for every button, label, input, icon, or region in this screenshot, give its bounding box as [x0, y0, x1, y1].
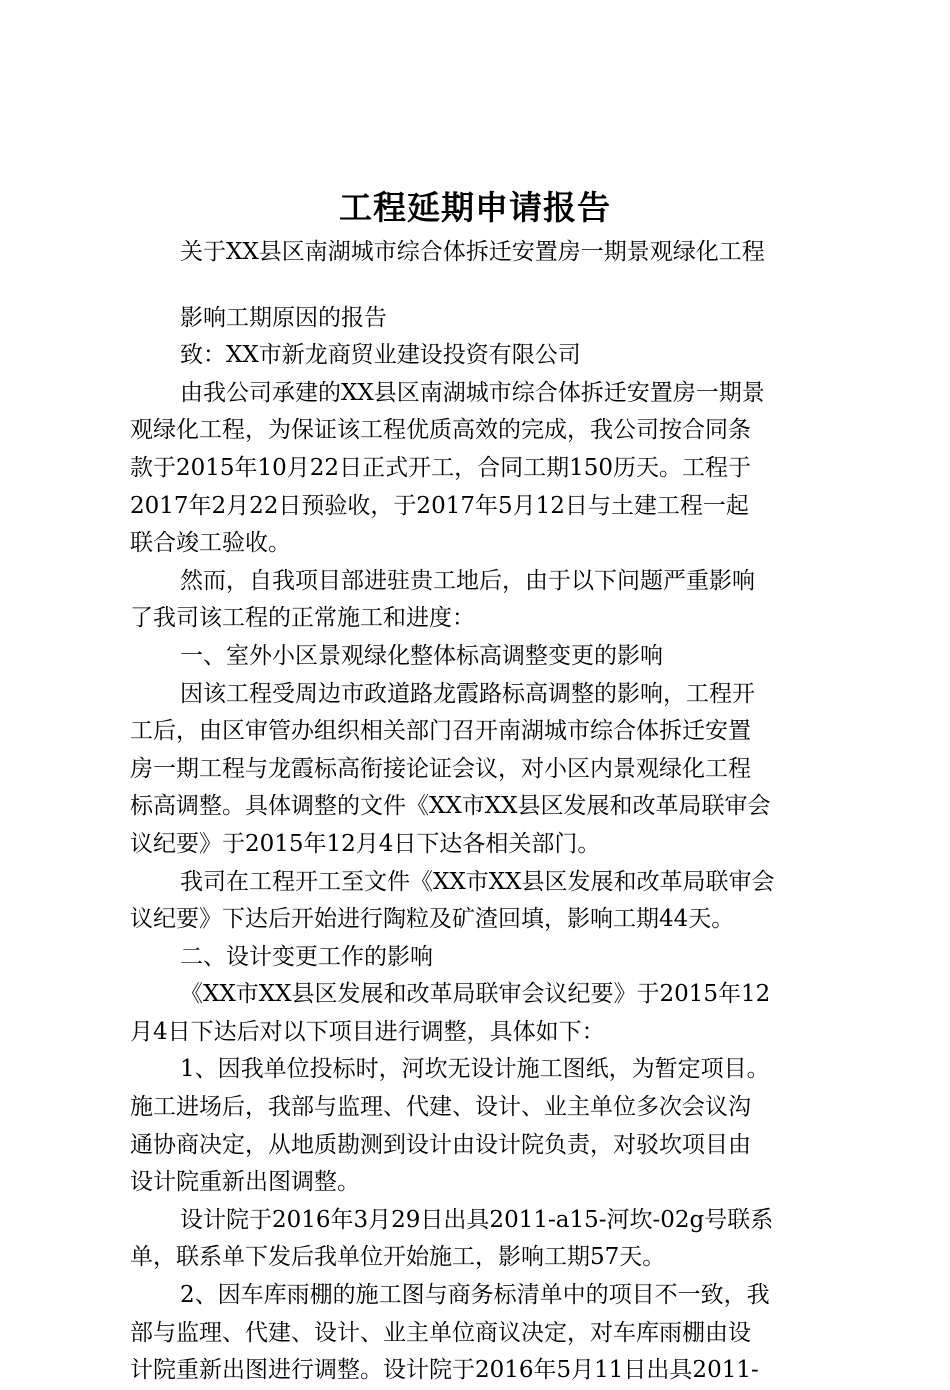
text-line: 标高调整。具体调整的文件《XX市XX县区发展和改革局联审会: [130, 793, 771, 820]
recipient-line: 致：XX市新龙商贸业建设投资有限公司: [180, 342, 581, 369]
text-line: 我司在工程开工至文件《XX市XX县区发展和改革局联审会: [180, 868, 775, 895]
report-paragraphs: [130, 375, 830, 1390]
text-line: 二、设计变更工作的影响: [180, 943, 433, 970]
text-line: 工后，由区审管办组织相关部门召开南湖城市综合体拆迁安置: [130, 718, 751, 745]
spacer: [130, 272, 830, 300]
text-line: 《XX市XX县区发展和改革局联审会议纪要》于2015年12: [180, 981, 771, 1008]
text-line: 然而，自我项目部进驻贵工地后，由于以下问题严重影响: [180, 567, 755, 594]
document-body: [130, 234, 830, 1390]
text-line: 一、室外小区景观绿化整体标高调整变更的影响: [180, 642, 663, 669]
text-line: 设计院重新出图调整。: [130, 1169, 360, 1196]
text-line: 单，联系单下发后我单位开始施工，影响工期57天。: [130, 1244, 666, 1271]
text-line: 房一期工程与龙霞标高衔接论证会议，对小区内景观绿化工程: [130, 755, 751, 782]
document-title: 工程延期申请报告: [339, 188, 611, 227]
text-line: 款于2015年10月22日正式开工，合同工期150历天。工程于: [130, 454, 751, 481]
subject-line: 影响工期原因的报告: [180, 304, 387, 331]
text-line: 2、因车库雨棚的施工图与商务标清单中的项目不一致，我: [180, 1282, 770, 1309]
text-line: 施工进场后，我部与监理、代建、设计、业主单位多次会议沟: [130, 1094, 751, 1121]
text-line: 1、因我单位投标时，河坎无设计施工图纸，为暂定项目。: [180, 1056, 770, 1083]
text-line: 由我公司承建的XX县区南湖城市综合体拆迁安置房一期景: [180, 379, 765, 406]
text-line: 月4日下达后对以下项目进行调整，具体如下：: [130, 1018, 605, 1045]
text-line: 2017年2月22日预验收，于2017年5月12日与土建工程一起: [130, 492, 749, 519]
text-line: 议纪要》下达后开始进行陶粒及矿渣回填，影响工期44天。: [130, 906, 735, 933]
text-line: 了我司该工程的正常施工和进度：: [130, 605, 475, 632]
text-line: 议纪要》于2015年12月4日下达各相关部门。: [130, 830, 601, 857]
text-line: 联合竣工验收。: [130, 530, 291, 557]
text-line: 通协商决定，从地质勘测到设计由设计院负责，对驳坎项目由: [130, 1131, 751, 1158]
text-line: 观绿化工程，为保证该工程优质高效的完成，我公司按合同条: [130, 417, 751, 444]
text-line: 部与监理、代建、设计、业主单位商议决定，对车库雨棚由设: [130, 1319, 751, 1346]
subject-line: 关于XX县区南湖城市综合体拆迁安置房一期景观绿化工程: [180, 239, 765, 265]
text-line: 设计院于2016年3月29日出具2011-a15-河坎-02g号联系: [180, 1206, 774, 1233]
text-line: 因该工程受周边市政道路龙霞路标高调整的影响，工程开: [180, 680, 755, 707]
text-line: 计院重新出图进行调整。设计院于2016年5月11日出具2011-: [130, 1357, 759, 1384]
